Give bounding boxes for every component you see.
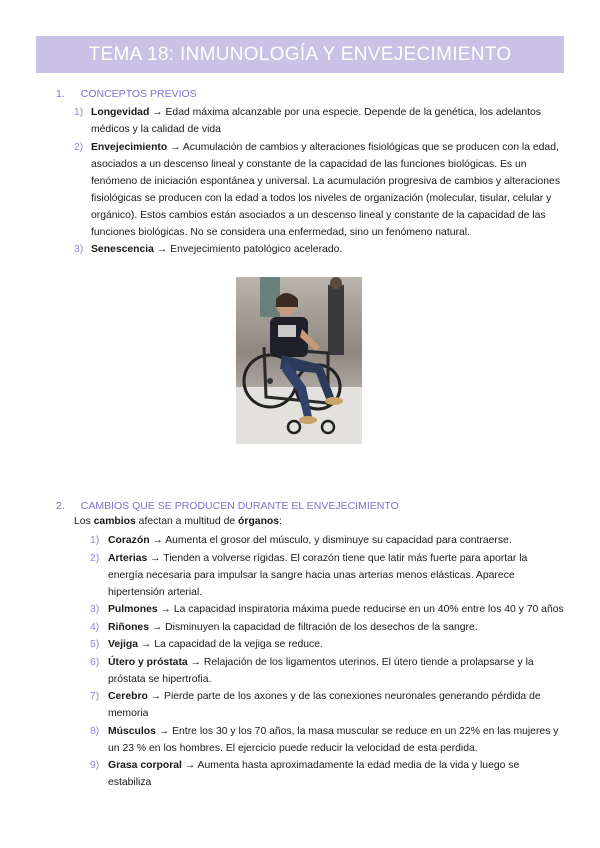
item-number: 3) bbox=[74, 244, 84, 255]
item-term: Envejecimiento bbox=[91, 141, 168, 153]
item-term: Senescencia bbox=[91, 244, 154, 255]
list-item bbox=[74, 139, 564, 241]
item-text: Entre los 30 y los 70 años, la masa muscular se reduce en un 22% en las mujeres y un 23 % en los hombres. El ejercicio puede reducir la velocidad de esta perdida. bbox=[108, 725, 559, 754]
list-item bbox=[74, 104, 564, 138]
arrow-icon: → bbox=[156, 244, 168, 255]
item-term: Músculos bbox=[108, 725, 156, 737]
item-term: Vejiga bbox=[108, 639, 139, 650]
intro-text: : bbox=[279, 516, 282, 527]
list-item bbox=[90, 550, 564, 601]
arrow-icon: → bbox=[184, 760, 196, 771]
page-title: TEMA 18: INMUNOLOGÍA Y ENVEJECIMIENTO bbox=[88, 43, 512, 65]
item-term: Grasa corporal bbox=[108, 760, 182, 771]
item-term: Longevidad bbox=[91, 107, 150, 118]
list-item bbox=[90, 654, 564, 688]
item-text: La capacidad de la vejiga se reduce. bbox=[154, 639, 323, 650]
arrow-icon: → bbox=[140, 639, 152, 650]
intro-text: afectan a multitud de bbox=[135, 516, 239, 527]
item-term: Útero y próstata bbox=[108, 656, 188, 668]
arrow-icon: → bbox=[151, 621, 163, 633]
item-number: 8) bbox=[90, 725, 100, 737]
list-item bbox=[90, 757, 564, 791]
item-text: Disminuyen la capacidad de filtración de los desechos de la sangre. bbox=[165, 621, 478, 633]
item-number: 9) bbox=[90, 760, 100, 771]
list-item bbox=[90, 532, 564, 549]
arrow-icon: → bbox=[152, 535, 163, 546]
arrow-icon: → bbox=[170, 141, 181, 153]
item-number: 6) bbox=[90, 656, 100, 668]
arrow-icon: → bbox=[152, 107, 163, 118]
item-text: Tienden a volverse rígidas. El corazón tiene que latir más fuerte para aportar la energía necesaria para impulsar la sangre hacia unas arterias menos elásticas. Aparece hipertensión arterial. bbox=[108, 552, 528, 598]
concept-list bbox=[74, 104, 564, 259]
item-term: Corazón bbox=[108, 535, 150, 546]
title-banner bbox=[36, 36, 564, 73]
item-term: Pulmones bbox=[108, 604, 158, 615]
item-text: Edad máxima alcanzable por una especie. Depende de la genética, los adelantos médicos y la calidad de vida bbox=[91, 107, 541, 135]
item-number: 7) bbox=[90, 691, 100, 702]
item-text: Pierde parte de los axones y de las conexiones neuronales generando pérdida de memoria bbox=[108, 691, 541, 719]
arrow-icon: → bbox=[158, 725, 170, 737]
item-text: Aumenta el grosor del músculo, y disminuye su capacidad para contraerse. bbox=[165, 535, 512, 546]
section-title: CAMBIOS QUE SE PRODUCEN DURANTE EL ENVEJECIMIENTO bbox=[80, 500, 399, 512]
item-text: Acumulación de cambios y alteraciones fisiológicas que se producen con la edad, asociados a un descenso lineal y constante de la capacidad de las funciones biológicas. Es un fenómeno de iniciación espontánea y universal. La acumulación progresiva de cambios y alteraciones fisiológicas se producen con la edad a todos los niveles de organización (molecular, tisular, celular y orgánico). Estos cambios están asociados a un descenso lineal y constante de la capacidad de las funciones biológicas. No se considera una enfermedad, sino un fenómeno natural. bbox=[91, 141, 561, 238]
intro-bold: órganos bbox=[238, 516, 280, 527]
list-item bbox=[74, 241, 564, 258]
section-title: CONCEPTOS PREVIOS bbox=[80, 88, 197, 100]
arrow-icon: → bbox=[150, 552, 161, 564]
item-term: Cerebro bbox=[108, 691, 148, 702]
item-number: 5) bbox=[90, 639, 100, 650]
wheelchair-photo bbox=[236, 277, 362, 444]
section-number: 2. bbox=[56, 500, 65, 512]
section-number: 1. bbox=[56, 88, 65, 100]
item-number: 1) bbox=[90, 535, 100, 546]
item-text: Relajación de los ligamentos uterinos. El útero tiende a prolapsarse y la próstata se hipertrofia. bbox=[108, 656, 534, 685]
list-item bbox=[90, 723, 564, 757]
section-intro bbox=[74, 516, 282, 527]
changes-list bbox=[90, 532, 564, 792]
section-heading-1 bbox=[56, 88, 197, 100]
arrow-icon: → bbox=[160, 604, 171, 615]
item-number: 1) bbox=[74, 107, 84, 118]
intro-bold: cambios bbox=[93, 516, 136, 527]
item-number: 4) bbox=[90, 621, 100, 633]
item-text: Envejecimiento patológico acelerado. bbox=[170, 244, 343, 255]
list-item bbox=[90, 601, 564, 618]
arrow-icon: → bbox=[150, 691, 162, 702]
list-item bbox=[90, 688, 564, 722]
item-term: Arterias bbox=[108, 552, 148, 564]
item-number: 2) bbox=[74, 141, 84, 153]
arrow-icon: → bbox=[190, 656, 201, 668]
list-item bbox=[90, 619, 564, 636]
item-number: 2) bbox=[90, 552, 100, 564]
item-text: Aumenta hasta aproximadamente la edad media de la vida y luego se estabiliza bbox=[108, 760, 520, 788]
item-term: Riñones bbox=[108, 621, 149, 633]
item-number: 3) bbox=[90, 604, 100, 615]
list-item bbox=[90, 636, 564, 653]
intro-text: Los bbox=[74, 516, 94, 527]
item-text: La capacidad inspiratoria máxima puede reducirse en un 40% entre los 40 y 70 años bbox=[173, 604, 564, 615]
section-heading-2 bbox=[56, 500, 399, 512]
